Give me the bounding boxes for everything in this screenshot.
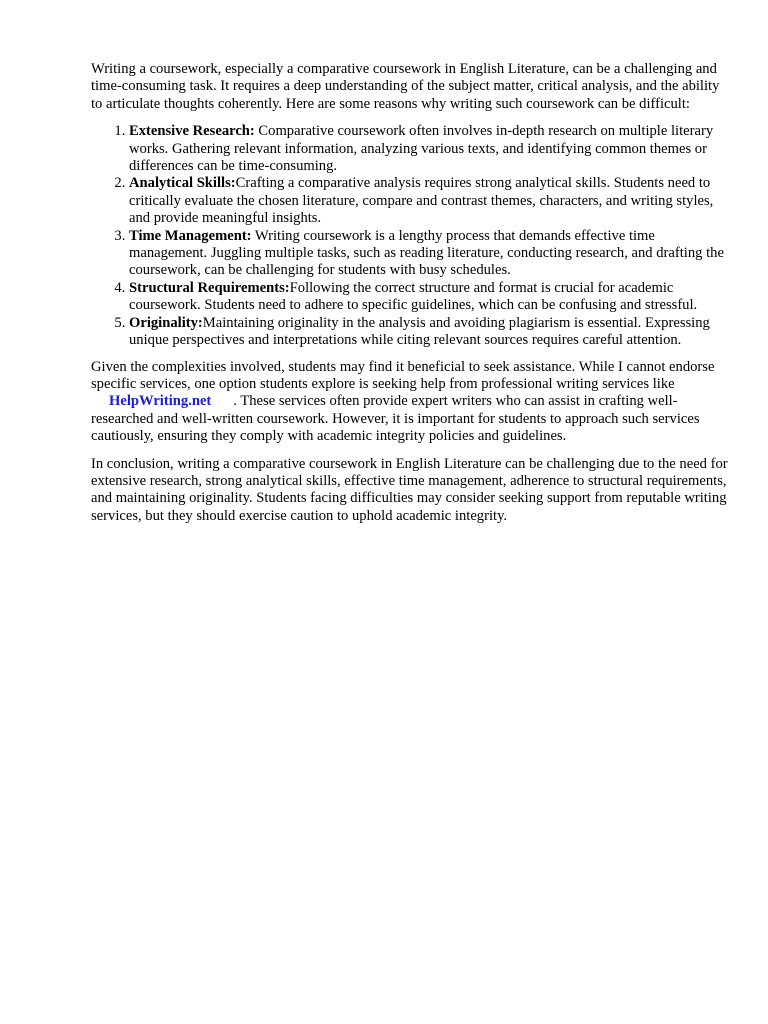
- reason-text: Crafting a comparative analysis requires strong analytical skills. Students need to critically evaluate the chosen literature, compare and contrast themes, characters, and writing styles, and provide meaningful insights.: [129, 175, 714, 227]
- list-item: [129, 315, 731, 350]
- reason-text: Maintaining originality in the analysis and avoiding plagiarism is essential. Expressing unique perspectives and interpretations while citing relevant sources requires careful attention.: [129, 314, 710, 349]
- reason-term: Analytical Skills:: [129, 175, 236, 192]
- list-item: [129, 123, 731, 175]
- list-item: [129, 175, 731, 227]
- reasons-list: [91, 123, 731, 349]
- assistance-paragraph: [91, 359, 731, 446]
- reason-term: Structural Requirements:: [129, 279, 290, 296]
- helpwriting-link[interactable]: HelpWriting.net: [109, 393, 212, 410]
- list-item: [129, 228, 731, 280]
- assistance-text-after: . These services often provide expert writers who can assist in crafting well-researched and well-written coursework. However, it is important for students to approach such services cautiously, ensuring they comply with academic integrity policies and guidelines.: [91, 393, 700, 445]
- reason-term: Time Management:: [129, 227, 252, 244]
- reason-text: Comparative coursework often involves in-depth research on multiple literary works. Gathering relevant information, analyzing various texts, and identifying common themes or differences can be time-consuming.: [129, 123, 714, 175]
- conclusion-paragraph: In conclusion, writing a comparative coursework in English Literature can be challenging due to the need for extensive research, strong analytical skills, effective time management, adherence to structural requirements, and maintaining originality. Students facing difficulties may consider seeking support from reputable writing services, but they should exercise caution to uphold academic integrity.: [91, 455, 728, 524]
- list-item: [129, 280, 731, 315]
- intro-paragraph: Writing a coursework, especially a comparative coursework in English Literature, can be a challenging and time-consuming task. It requires a deep understanding of the subject matter, critical analysis, and the ability to articulate thoughts coherently. Here are some reasons why writing such coursework can be difficult:: [91, 61, 720, 112]
- document-body: [91, 61, 731, 535]
- assistance-text-before: Given the complexities involved, students may find it beneficial to seek assistance. While I cannot endorse specific services, one option students explore is seeking help from professional writing services like: [91, 358, 715, 392]
- reason-term: Originality:: [129, 314, 203, 331]
- reason-text: Writing coursework is a lengthy process that demands effective time management. Juggling multiple tasks, such as reading literature, conducting research, and drafting the coursework, can be challenging for students with busy schedules.: [129, 227, 724, 279]
- reason-term: Extensive Research:: [129, 123, 255, 140]
- reason-text: Following the correct structure and format is crucial for academic coursework. Students need to adhere to specific guidelines, which can be confusing and stressful.: [129, 279, 698, 314]
